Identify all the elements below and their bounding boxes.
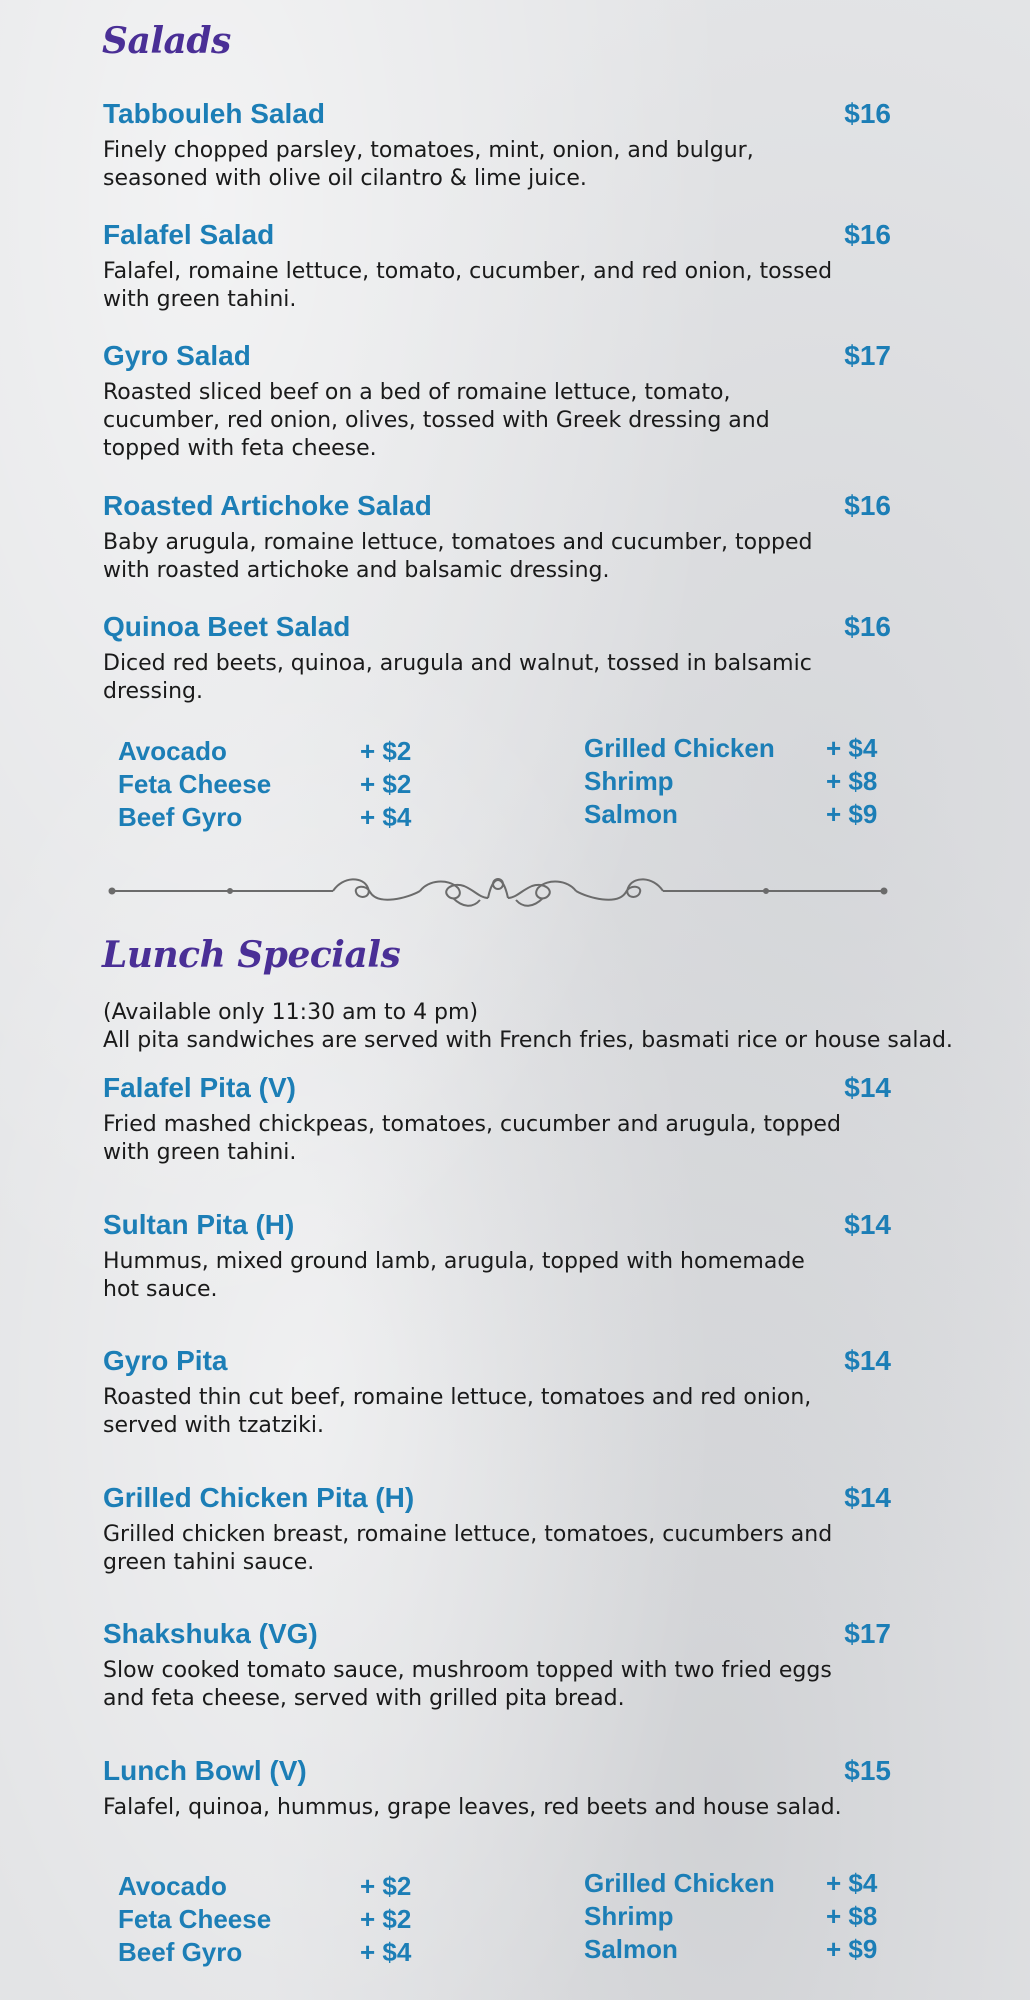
item-price: $14 [844,1072,891,1103]
addons-right-column [584,732,884,831]
item-price: $16 [844,490,891,521]
item-description: Falafel, quinoa, hummus, grape leaves, red beets and house salad. [103,1795,842,1820]
addon-row [118,768,418,801]
addon-name: Avocado [118,1871,227,1901]
addon-price: + $4 [360,802,412,832]
salad-addons [118,735,878,835]
addon-name: Beef Gyro [118,802,243,832]
ornamental-divider-icon [108,868,888,914]
menu-item [103,1071,903,1167]
item-price: $16 [844,611,891,642]
addon-name: Salmon [584,1934,678,1964]
item-name: Falafel Pita (V) [103,1072,296,1103]
item-price: $14 [844,1209,891,1240]
addon-row [584,1933,884,1966]
addon-row [584,798,884,831]
addons-left-column [118,735,418,834]
item-description: Roasted thin cut beef, romaine lettuce, tomatoes and red onion, served with tzatziki. [103,1385,812,1438]
addon-name: Shrimp [584,766,674,796]
addon-name: Feta Cheese [118,769,272,799]
item-name: Gyro Salad [103,340,251,371]
served-with-note: All pita sandwiches are served with French fries, basmati rice or house salad. [103,1028,953,1053]
addon-price: + $8 [826,766,878,796]
addon-price: + $4 [360,1937,412,1967]
item-description: Roasted sliced beef on a bed of romaine lettuce, tomato, cucumber, red onion, olives, tossed with Greek dressing and topped with feta cheese. [103,380,770,461]
item-description: Finely chopped parsley, tomatoes, mint, onion, and bulgur, seasoned with olive oil cilantro & lime juice. [103,138,754,191]
item-description: Slow cooked tomato sauce, mushroom topped with two fried eggs and feta cheese, served with grilled pita bread. [103,1658,832,1711]
menu-item [103,1617,903,1713]
item-name: Lunch Bowl (V) [103,1755,307,1786]
menu-item [103,339,903,463]
item-name: Falafel Salad [103,219,275,250]
menu-item [103,218,903,314]
item-price: $17 [844,1618,891,1649]
menu-item [103,1754,903,1822]
menu-item [103,1344,903,1440]
item-price: $14 [844,1345,891,1376]
item-price: $17 [844,340,891,371]
addon-price: + $4 [826,733,878,763]
addon-name: Grilled Chicken [584,733,775,763]
item-price: $14 [844,1482,891,1513]
item-name: Grilled Chicken Pita (H) [103,1482,415,1513]
item-description: Hummus, mixed ground lamb, arugula, topped with homemade hot sauce. [103,1249,805,1302]
item-description: Falafel, romaine lettuce, tomato, cucumber, and red onion, tossed with green tahini. [103,259,833,312]
menu-item [103,489,903,585]
item-name: Sultan Pita (H) [103,1209,295,1240]
addon-price: + $4 [826,1868,878,1898]
item-description: Grilled chicken breast, romaine lettuce, tomatoes, cucumbers and green tahini sauce. [103,1522,833,1575]
addon-row [118,735,418,768]
addon-row [584,1900,884,1933]
item-name: Tabbouleh Salad [103,98,325,129]
item-name: Roasted Artichoke Salad [103,490,432,521]
item-price: $16 [844,219,891,250]
addon-price: + $8 [826,1901,878,1931]
item-name: Gyro Pita [103,1345,228,1376]
addon-row [118,1870,418,1903]
item-description: Baby arugula, romaine lettuce, tomatoes and cucumber, topped with roasted artichoke and balsamic dressing. [103,530,813,583]
menu-item [103,1481,903,1577]
addon-row [118,1936,418,1969]
item-price: $16 [844,98,891,129]
addon-price: + $9 [826,799,878,829]
item-name: Shakshuka (VG) [103,1618,318,1649]
addon-price: + $2 [360,1871,412,1901]
addon-row [584,732,884,765]
menu-item [103,97,903,193]
section-title-lunch-specials: Lunch Specials [102,934,401,976]
addon-name: Shrimp [584,1901,674,1931]
addon-row [584,1867,884,1900]
item-description: Fried mashed chickpeas, tomatoes, cucumber and arugula, topped with green tahini. [103,1112,841,1165]
addon-name: Beef Gyro [118,1937,243,1967]
addon-price: + $2 [360,769,412,799]
addon-name: Grilled Chicken [584,1868,775,1898]
item-description: Diced red beets, quinoa, arugula and walnut, tossed in balsamic dressing. [103,651,812,704]
addons-right-column [584,1867,884,1966]
addon-row [118,1903,418,1936]
addon-price: + $9 [826,1934,878,1964]
addon-price: + $2 [360,1904,412,1934]
addons-left-column [118,1870,418,1969]
addon-name: Salmon [584,799,678,829]
item-price: $15 [844,1755,891,1786]
addon-row [118,801,418,834]
addon-row [584,765,884,798]
addon-name: Avocado [118,736,227,766]
lunch-addons [118,1870,878,1970]
menu-item [103,1208,903,1304]
item-name: Quinoa Beet Salad [103,611,351,642]
section-title-salads: Salads [102,20,231,62]
addon-price: + $2 [360,736,412,766]
availability-note: (Available only 11:30 am to 4 pm) [103,1000,479,1025]
addon-name: Feta Cheese [118,1904,272,1934]
menu-item [103,610,903,706]
